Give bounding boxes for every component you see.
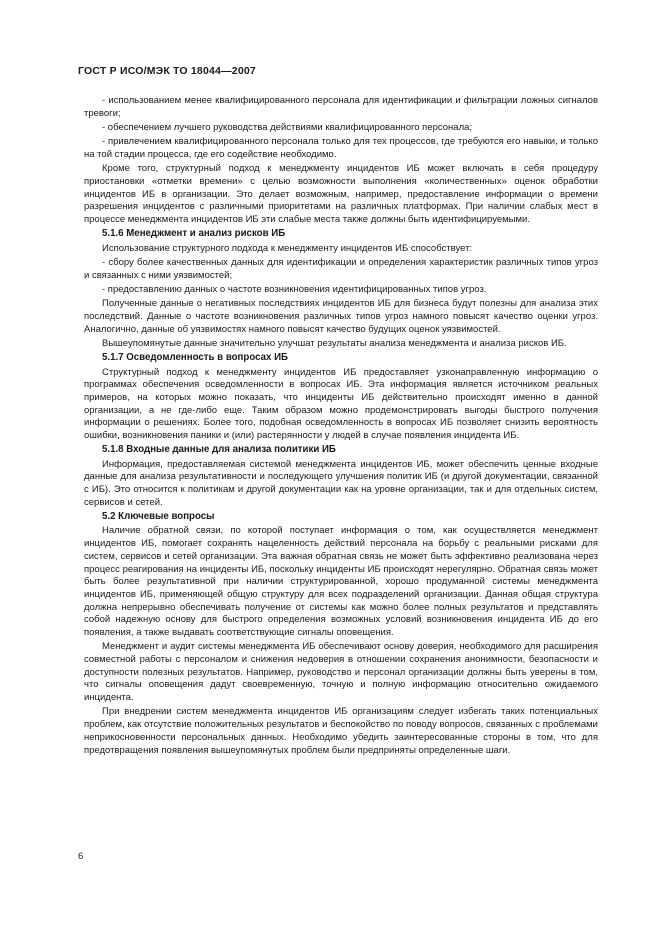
body-paragraph: Информация, предоставляемая системой менеджмента инцидентов ИБ, может обеспечить ценные входные данные для анализа результативности и последующего улучшения политик ИБ (и другой документации, связанной с ИБ). Это относится к политикам и другой документации как на уровне организации, так и для отдельных систем, сервисов и сетей. [84,458,598,508]
section-heading: 5.1.6 Менеджмент и анализ рисков ИБ [102,228,286,240]
document-body [84,95,598,759]
body-paragraph: Структурный подход к менеджменту инцидентов ИБ предоставляет узконаправленную информацию о программах обеспечения осведомленности в вопросах ИБ. Эта информация является источником реальных примеров, на которых можно показать, что инциденты ИБ действительно происходят именно в данной организации, а не где-либо еще. Таким образом можно продемонстрировать выгоды быстрого получения информации о решениях. Более того, подобная осведомленность в вопросах ИБ позволяет снизить вероятность ошибки, возникновения паники и (или) растерянности у людей в случае появления инцидента ИБ. [84,366,598,442]
section-heading: 5.1.7 Осведомленность в вопросах ИБ [102,352,289,364]
body-paragraph: - привлечением квалифицированного персонала только для тех процессов, где требуются его навыки, и только на той стадии процесса, где его содействие необходимо. [84,136,598,160]
section-heading: 5.2 Ключевые вопросы [102,511,215,523]
body-paragraph: Использование структурного подхода к менеджменту инцидентов ИБ способствует: [102,242,473,254]
body-paragraph: Кроме того, структурный подход к менеджменту инцидентов ИБ может включать в себя процедуру приостановки «отметки времени» с целью возможности выполнения «количественных» оценок обработки инцидентов ИБ в организации. Это делает возможным, например, предоставление информации о времени разрешения инцидентов с различными приоритетами на различных платформах. При наличии слабых мест в процессе менеджмента инцидентов ИБ эти слабые места также должны быть идентифицируемыми. [84,163,598,226]
body-paragraph: Менеджмент и аудит системы менеджмента ИБ обеспечивают основу доверия, необходимого для расширения совместной работы с персоналом и снижения недоверия в отношении сохранения анонимности, безопасности и доступности полезных результатов. Например, руководство и персонал организации должны быть уверены в том, что сигналы оповещения дадут своевременную, точную и полную информацию относительно ожидаемого инцидента. [84,641,598,704]
body-paragraph: - обеспечением лучшего руководства действиями квалифицированного персонала; [102,122,473,133]
body-paragraph: Вышеупомянутые данные значительно улучшат результаты анализа менеджмента и анализа рисков ИБ. [102,338,567,349]
section-heading: 5.1.8 Входные данные для анализа политики ИБ [102,444,336,456]
page-number: 6 [78,851,84,862]
body-paragraph: - использованием менее квалифицированного персонала для идентификации и фильтрации ложных сигналов тревоги; [84,95,598,119]
body-paragraph: - предоставлению данных о частоте возникновения идентифицированных типов угроз. [102,284,487,295]
body-paragraph: - сбору более качественных данных для идентификации и определения характеристик различных типов угроз и связанных с ними уязвимостей; [84,257,598,281]
document-header: ГОСТ Р ИСО/МЭК ТО 18044—2007 [78,65,256,77]
body-paragraph: Наличие обратной связи, по которой поступает информация о том, как осуществляется менеджмент инцидентов ИБ, помогает сохранять нацеленность действий персонала на борьбу с реальными рисками для систем, сервисов и сетей организации. Эта важная обратная связь не может быть эффективно реализована через процесс реагирования на инциденты ИБ, поскольку инциденты ИБ происходят нерегулярно. Обратная связь может быть более результативной при наличии структурированной, хорошо продуманной системы менеджмента инцидентов ИБ, применяющей общую структуру для всех подразделений организации. Данная общая структура должна непрерывно обеспечивать получение от системы как можно более полных результатов и представлять собой надежную основу для быстрого определения возможных условий возникновения инцидента ИБ до его появления, а также выдавать соответствующие сигналы оповещения. [84,525,598,639]
body-paragraph: При внедрении систем менеджмента инцидентов ИБ организациям следует избегать таких потенциальных проблем, как отсутствие положительных результатов и беспокойство по поводу вопросов, связанных с проблемами неприкосновенности персональных данных. Необходимо убедить заинтересованные стороны в том, что для предотвращения появления вышеупомянутых проблем были предприняты определенные шаги. [84,706,598,756]
body-paragraph: Полученные данные о негативных последствиях инцидентов ИБ для бизнеса будут полезны для анализа этих последствий. Данные о частоте возникновения различных типов угроз намного повысят качество оценки угроз. Аналогично, данные об уязвимостях намного повысят качество будущих оценок уязвимостей. [84,298,598,335]
